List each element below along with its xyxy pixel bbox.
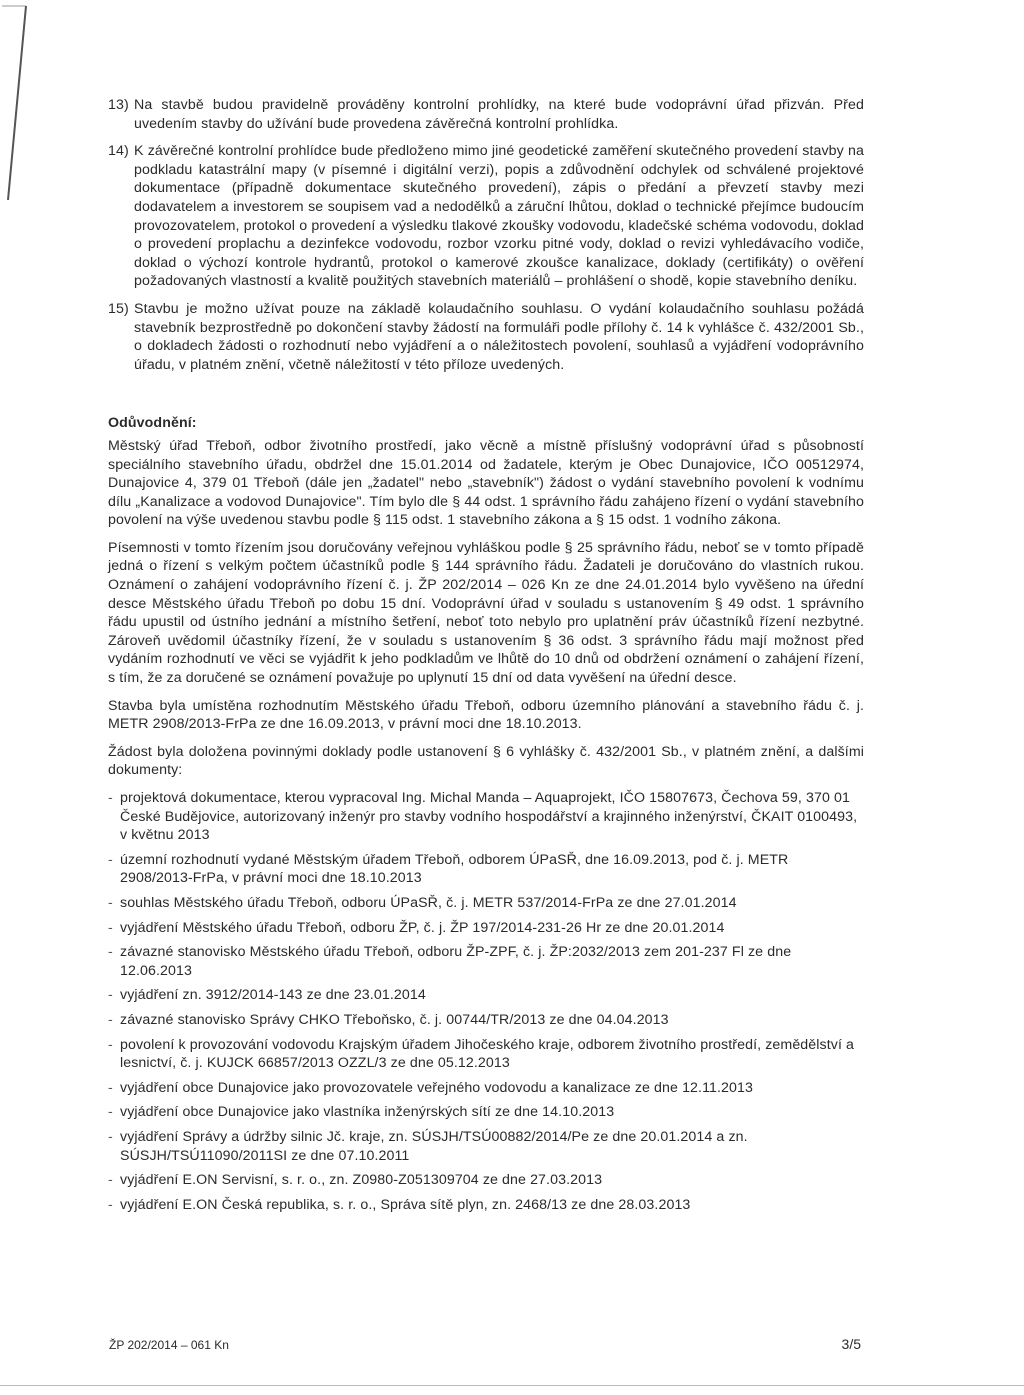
documents-list	[108, 789, 864, 1214]
justification-paragraphs	[108, 437, 864, 780]
bottom-scan-line	[0, 1385, 1024, 1386]
list-bullet: -	[108, 790, 113, 806]
condition-item	[108, 142, 864, 291]
paragraph: Stavba byla umístěna rozhodnutím Městského úřadu Třeboň, odboru územního plánování a stavebního řádu č. j. METR 2908/2013-FrPa ze dne 16.09.2013, v právní moci dne 18.10.2013.	[108, 697, 864, 733]
list-item-text: vyjádření obce Dunajovice jako vlastníka inženýrských sítí ze dne 14.10.2013	[120, 1104, 615, 1121]
page-footer	[109, 1336, 861, 1352]
list-item	[108, 1128, 864, 1165]
list-item-text: vyjádření E.ON Česká republika, s. r. o., Správa sítě plyn, zn. 2468/13 ze dne 28.03.2013	[120, 1196, 691, 1213]
list-item	[108, 919, 864, 938]
condition-text: Na stavbě budou pravidelně prováděny kontrolní prohlídky, na které bude vodoprávní úřad přizván. Před uvedením stavby do užívání bude provedena závěrečná kontrolní prohlídka.	[134, 97, 864, 132]
list-item-text: vyjádření zn. 3912/2014-143 ze dne 23.01.2014	[120, 987, 426, 1004]
list-item-text: souhlas Městského úřadu Třeboň, odboru ÚPaSŘ, č. j. METR 537/2014-FrPa ze dne 27.01.2014	[120, 894, 737, 911]
page-number: 3/5	[841, 1336, 861, 1352]
list-item	[108, 1103, 864, 1122]
footer-reference: ŽP 202/2014 – 061 Kn	[109, 1338, 229, 1352]
condition-text: Stavbu je možno užívat pouze na základě kolaudačního souhlasu. O vydání kolaudačního souhlasu požádá stavebník bezprostředně po dokončení stavby žádostí na formuláři podle přílohy č. 14 k vyhlášce č. 432/2001 Sb., o dokladech žádosti o rozhodnutí nebo vyjádření a o náležitostech povolení, souhlasů a vyjádření vodoprávního úřadu, v platném znění, včetně náležitostí v této příloze uvedených.	[134, 300, 864, 373]
list-bullet: -	[108, 944, 113, 961]
list-item	[108, 851, 864, 888]
scan-edge-mark	[0, 0, 40, 200]
list-bullet: -	[108, 1079, 113, 1096]
list-bullet: -	[108, 1196, 113, 1213]
condition-item	[108, 96, 864, 133]
condition-number: 13)	[108, 97, 129, 113]
paragraph: Žádost byla doložena povinnými doklady podle ustanovení § 6 vyhlášky č. 432/2001 Sb., v platném znění, a dalšími dokumenty:	[108, 743, 864, 779]
conditions-list	[108, 96, 864, 374]
condition-number: 15)	[108, 300, 129, 317]
list-item-text: vyjádření E.ON Servisní, s. r. o., zn. Z0980-Z051309704 ze dne 27.03.2013	[120, 1172, 603, 1189]
list-item	[108, 943, 864, 980]
list-bullet: -	[108, 1104, 113, 1121]
paragraph: Písemnosti v tomto řízením jsou doručovány veřejnou vyhláškou podle § 25 správního řádu, neboť se v tomto případě jedná o řízení s velkým počtem účastníků podle § 144 správního řádu. Žadateli je doručováno do vlastních rukou. Oznámení o zahájení vodoprávního řízení č. j. ŽP 202/2014 – 026 Kn ze dne 24.01.2014 bylo vyvěšeno na úřední desce Městského úřadu Třeboň po dobu 15 dní. Vodoprávní úřad v souladu s ustanovením § 49 odst. 1 správního řádu upustil od ústního jednání a místního šetření, neboť toto nebylo pro uplatnění práv účastníků řízení nezbytné. Zároveň uvědomil účastníky řízení, že v souladu s ustanovením § 36 odst. 3 správního řádu mají možnost před vydáním rozhodnutí ve věci se vyjádřit k jeho podkladům ve lhůtě do 10 dnů od obdržení oznámení o zahájení řízení, s tím, že za doručené se oznámení považuje po uplynutí 15 dní od data vyvěšení na úřední desce.	[108, 539, 864, 687]
list-item	[108, 789, 864, 845]
list-item	[108, 1171, 864, 1190]
list-item	[108, 986, 864, 1005]
condition-text: K závěrečné kontrolní prohlídce bude předloženo mimo jiné geodetické zaměření skutečného provedení stavby na podkladu katastrální mapy (v písemné i digitální verzi), popis a zdůvodnění odchylek od schválené projektové dokumentace (případně dokumentace skutečného provedení), zápis o předání a převzetí stavby mezi dodavatelem a investorem se soupisem vad a nedodělků a záruční lhůtou, doklad o technické přejímce budoucím provozovatelem, protokol o provedení a výsledku tlakové zkoušky vodovodu, kladečské schéma vodovodu, doklad o provedení proplachu a dezinfekce vodovodu, rozbor vzorku pitné vody, doklad o revizi vyhledávacího vodiče, doklad o výchozí kontrole hydrantů, protokol o kamerové zkoušce kanalizace, doklady (certifikáty) o ověření požadovaných vlastností a kvalitě použitých stavebních materiálů – prohlášení o shodě, kopie stavebního deníku.	[134, 143, 864, 290]
list-item-text: vyjádření Správy a údržby silnic Jč. kraje, zn. SÚSJH/TSÚ00882/2014/Pe ze dne 20.01.2014 a zn. SÚSJH/TSÚ11090/2011SI ze dne 07.10.2011	[120, 1128, 748, 1164]
section-title-oduvodneni: Odůvodnění:	[108, 415, 197, 432]
list-item-text: závazné stanovisko Městského úřadu Třeboň, odboru ŽP-ZPF, č. j. ŽP:2032/2013 zem 201-237 Fl ze dne 12.06.2013	[120, 944, 792, 979]
list-bullet: -	[108, 987, 113, 1004]
list-bullet: -	[108, 894, 113, 911]
list-item-text: projektová dokumentace, kterou vypracoval Ing. Michal Manda – Aquaprojekt, IČO 15807673, Čechova 59, 370 01 České Budějovice, autorizovaný inženýr pro stavby vodního hospodářství a krajinného inženýrství, ČKAIT 0100493, v květnu 2013	[120, 790, 858, 844]
list-bullet: -	[108, 1011, 113, 1028]
paragraph: Městský úřad Třeboň, odbor životního prostředí, jako věcně a místně příslušný vodoprávní úřad s působností speciálního stavebního úřadu, obdržel dne 15.01.2014 od žadatele, kterým je Obec Dunajovice, IČO 00512974, Dunajovice 4, 379 01 Třeboň (dále jen „žadatel" nebo „stavebník") žádost o vydání stavebního povolení k vodnímu dílu „Kanalizace a vodovod Dunajovice". Tím bylo dle § 44 odst. 1 správního řádu zahájeno řízení o vydání stavebního povolení na výše uvedenou stavbu podle § 115 odst. 1 stavebního zákona a § 15 odst. 1 vodního zákona.	[108, 437, 864, 529]
list-item	[108, 1011, 864, 1030]
condition-number: 14)	[108, 143, 129, 160]
list-bullet: -	[108, 1172, 113, 1189]
list-bullet: -	[108, 851, 113, 868]
list-item	[108, 1196, 864, 1215]
list-bullet: -	[108, 919, 113, 936]
list-item	[108, 1079, 864, 1098]
list-item-text: povolení k provozování vodovodu Krajským úřadem Jihočeského kraje, odborem životního prostředí, zemědělství a lesnictví, č. j. KUJCK 66857/2013 OZZL/3 ze dne 05.12.2013	[120, 1036, 855, 1072]
list-item-text: vyjádření Městského úřadu Třeboň, odboru ŽP, č. j. ŽP 197/2014-231-26 Hr ze dne 20.01.2014	[120, 919, 725, 936]
list-item	[108, 1036, 864, 1073]
list-bullet: -	[108, 1128, 113, 1145]
document-page	[108, 96, 864, 1220]
condition-item	[108, 300, 864, 374]
list-item	[108, 894, 864, 913]
list-bullet: -	[108, 1036, 113, 1053]
list-item-text: závazné stanovisko Správy CHKO Třeboňsko, č. j. 00744/TR/2013 ze dne 04.04.2013	[120, 1011, 669, 1028]
list-item-text: územní rozhodnutí vydané Městským úřadem Třeboň, odborem ÚPaSŘ, dne 16.09.2013, pod č. j. METR 2908/2013-FrPa, v právní moci dne 18.10.2013	[120, 851, 789, 887]
list-item-text: vyjádření obce Dunajovice jako provozovatele veřejného vodovodu a kanalizace ze dne 12.11.2013	[120, 1079, 754, 1096]
